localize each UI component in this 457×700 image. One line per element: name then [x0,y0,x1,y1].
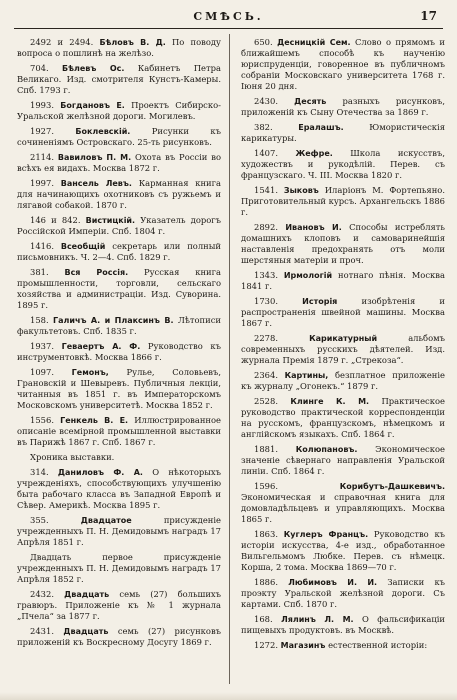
catalog-entry [241,333,445,366]
catalog-entry [17,341,221,363]
entry-text: Лѣтописи факультетовъ. Спб. 1835 г. [17,315,221,336]
catalog-entry [17,126,221,148]
catalog-entry [241,640,445,651]
entry-text: Слово о прямомъ и ближайшемъ способѣ къ наученію юриспруденціи, говоренное въ публичномъ собраніи Московскаго университета 1768 г. Іюня 20 дня. [241,37,445,91]
entry-text: присужденіе учрежденныхъ П. Н. Демидовымъ наградъ 17 Апрѣля 1851 г. [17,515,221,547]
entry-name: Всеобщій [60,242,106,251]
entry-num: 1730. [254,296,278,306]
entry-name: Двадцать [63,627,109,636]
entry-name: Магазинъ [280,641,326,650]
entry-num: 1993. [30,100,54,110]
entry-num: 1997. [30,178,54,188]
catalog-entry [17,452,221,463]
catalog-entry [17,63,221,96]
entry-name: Ивановъ И. [285,223,342,232]
entry-name: Ералашъ. [298,123,344,132]
entry-name: Десять [294,97,327,106]
entry-num: 1863. [254,529,278,539]
entry-text: По поводу вопроса о пошлинѣ на желѣзо. [17,37,221,58]
entry-num: 1541. [254,185,278,195]
entry-text: семь (27) рисунковъ приложеній къ Воскресному Досугу 1869 г. [17,626,221,647]
entry-name: Галичъ А. и Плаксинъ В. [52,316,174,325]
entry-name: Даниловъ Ф. А. [57,468,143,477]
entry-name: Картины, [284,371,329,380]
entry-name: Любимовъ И. И. [288,578,378,587]
page-number: 17 [420,9,437,23]
entry-num: 381. [30,267,49,277]
entry-name: Вся Россія. [64,268,129,277]
catalog-entry [241,529,445,573]
entry-text: Руководство къ инструментовкѣ. Москва 1866 г. [17,341,221,362]
entry-text: Рисунки къ сочиненіямъ Островскаго. 25-ть рисунковъ. [17,126,221,147]
entry-text: Хроника выставки. [30,452,115,462]
catalog-entry [17,152,221,174]
entry-text: Практическое руководство практической корреспонденціи на русскомъ, французскомъ, нѣмецкомъ и англійскомъ языкахъ. Спб. 1864 г. [241,396,445,439]
page-title: СМѢСЬ. [193,10,264,23]
entry-num: 1272. [254,640,278,650]
right-column [241,37,445,655]
catalog-entry [17,467,221,511]
entry-name: Геваертъ А. Ф. [61,342,141,351]
catalog-entry [241,148,445,181]
entry-name: Вистицкій. [85,216,136,225]
entry-name: Гемонъ, [71,368,109,377]
entry-text: О нѣкоторыхъ учрежденіяхъ, способствующихъ улучшенію быта рабочаго класса въ Западной Европѣ и Сѣвер. Америкѣ. Москва 1895 г. [17,467,221,510]
entry-num: 1407. [254,148,278,158]
entry-name: Ирмологій [283,271,333,280]
page-bottom-edge [0,692,457,700]
entry-num: 2278. [254,333,278,343]
column-divider [229,34,230,684]
catalog-entry [241,577,445,610]
catalog-entry [17,589,221,622]
entry-num: 1886. [254,577,278,587]
entry-text: Двадцать первое присужденіе учрежденныхъ П. Н. Демидовымъ наградъ 17 Апрѣля 1852 г. [17,552,221,584]
entry-num: 1556. [30,415,54,425]
catalog-entry [17,552,221,585]
catalog-entry [17,626,221,648]
catalog-entry [241,96,445,118]
catalog-entry [241,370,445,392]
entry-num: 1937. [30,341,54,351]
catalog-entry [17,100,221,122]
catalog-entry [241,296,445,329]
catalog-entry [241,270,445,292]
entry-text: нотнаго пѣнія. Москва 1841 г. [241,270,445,291]
entry-text: Рулье, Соловьевъ, Грановскій и Шевыревъ. Публичныя лекціи, читанныя въ 1851 г. въ Императорскомъ Московскомъ университетѣ. Москва 1852 г. [17,367,221,410]
entry-name: Двадцать [64,590,110,599]
catalog-entry [17,515,221,548]
entry-num: 355. [30,515,49,525]
entry-text: Карманная книга для начинающихъ охотниковъ съ ружьемъ и лягавой собакой. 1870 г. [17,178,222,210]
entry-text: О фальсификаціи пищевыхъ продуктовъ. въ Москвѣ. [241,614,445,635]
catalog-entry [241,396,445,440]
catalog-entry [17,315,221,337]
entry-text: Проектъ Сибирско-Уральской желѣзной дороги. Могилевъ. [17,100,221,121]
entry-num: 2431. [30,626,54,636]
entry-num: 1416. [30,241,54,251]
catalog-entry [17,178,221,211]
entry-name: Вавиловъ П. М. [57,153,132,162]
entry-num: 2432. [30,589,54,599]
catalog-entry [241,614,445,636]
entry-name: Жефре. [295,149,333,158]
entry-text: семь (27) большихъ гравюръ. Приложеніе къ № 1 журнала „Пчела“ за 1877 г. [17,589,221,621]
entry-name: Бѣлевъ Ос. [62,64,125,73]
entry-name: Зыковъ [283,186,319,195]
entry-name: Двадцатое [80,516,132,525]
entry-text: Юмористическія карикатуры. [241,122,445,143]
entry-name: Десницкій Сем. [277,38,351,47]
catalog-entry [17,367,221,411]
catalog-entry [241,222,445,266]
catalog-entry [17,215,221,237]
entry-name: Карикатурный [309,334,378,343]
entry-num: 1927. [30,126,54,136]
catalog-entry [241,481,445,525]
entry-text: Записки къ проэкту Уральской желѣзной дороги. Съ картами. Спб. 1870 г. [241,577,446,609]
entry-num: 382. [254,122,273,132]
entry-text: Русская книга промышленности, торговли, сельскаго хозяйства и администраціи. Изд. Суворина. 1895 г. [17,267,221,310]
catalog-entry [17,267,221,311]
entry-name: Бѣловъ В. Д. [99,38,166,47]
entry-num: 1343. [254,270,278,280]
entry-name: Куглеръ Францъ. [283,530,369,539]
entry-num: 2492 и 2494. [30,37,94,47]
entry-text: Экономическое значеніе сѣвернаго направленія Уральской линіи. Спб. 1864 г. [241,444,445,476]
entry-text: Иларіонъ М. Фортепьяно. Приготовительный курсъ. Архангельскъ 1886 г. [241,185,446,217]
entry-name: Лялинъ Л. М. [281,615,354,624]
entry-name: Исторія [302,297,338,306]
catalog-entry [17,37,221,59]
entry-text: изобрѣтенія и распространенія швейной машины. Москва 1867 г. [241,296,445,328]
entry-num: 2892. [254,222,278,232]
catalog-entry [241,185,445,218]
entry-num: 704. [30,63,49,73]
entry-text: Охота въ Россіи во всѣхъ ея видахъ. Москва 1872 г. [17,152,221,173]
catalog-entry [17,241,221,263]
entry-num: 146 и 842. [30,215,81,225]
entry-text: Экономическая и справочная книга для домовладѣльцевъ и управляющихъ. Москва 1865 г. [241,492,445,524]
catalog-entry [241,122,445,144]
entry-num: 168. [254,614,273,624]
catalog-entry [241,444,445,477]
entry-num: 158. [30,315,49,325]
catalog-entry [241,37,445,92]
entry-name: Боклевскій. [75,127,131,136]
entry-num: 314. [30,467,49,477]
entry-text: разныхъ рисунковъ, приложеній къ Сыну Отечества за 1869 г. [241,96,446,117]
entry-name: Корибутъ-Дашкевичъ. [339,482,445,491]
page-header [0,9,457,27]
entry-text: Кабинетъ Петра Великаго. Изд. смотрителя Кунстъ-Камеры. Спб. 1793 г. [17,63,221,95]
entry-num: 1596. [254,481,278,491]
entry-text: Способы истреблять домашнихъ клоповъ и самоваринейшія наставленія предохранять отъ моли шерстяныя матеріи и проч. [241,222,445,265]
entry-name: Колюпановъ. [295,445,358,454]
entry-text: естественной исторіи: [328,640,428,650]
entry-text: Иллюстрированное описаніе всемірной промышленной выставки въ Парижѣ 1867 г. Спб. 1867 г. [17,415,221,447]
entry-text: Школа искусствъ, художествъ и рукодѣлій. Перев. съ французскаго. Ч. III. Москва 1820 г. [241,148,445,180]
entry-num: 2364. [254,370,278,380]
entry-text: Руководство къ исторіи искусства, 4-е изд., обработанное Вильгельмомъ Любке. Перев. съ нѣмецк. Корша, 2 тома. Москва 1869—70 г. [241,529,446,572]
entry-num: 1097. [30,367,54,377]
entry-text: секретарь или полный письмовникъ. Ч. 2—4. Спб. 1829 г. [17,241,221,262]
entry-num: 2114. [30,152,54,162]
entry-text: безплатное приложеніе къ журналу „Огонекъ.“ 1879 г. [241,370,446,391]
left-column [17,37,221,652]
entry-num: 2430. [254,96,278,106]
entry-name: Генкель В. Е. [60,416,129,425]
entry-name: Клинге К. М. [290,397,370,406]
entry-text: альбомъ современныхъ русскихъ дѣятелей. Изд. журнала Премія 1879 г. „Стрекоза“. [241,333,445,365]
catalog-entry [17,415,221,448]
header-rule [14,28,443,29]
entry-name: Вансель Левъ. [60,179,132,188]
entry-num: 650. [254,37,273,47]
entry-num: 2528. [254,396,278,406]
entry-text: Указатель дорогъ Россійской Имперіи. Спб. 1804 г. [17,215,221,236]
entry-name: Богдановъ Е. [60,101,125,110]
entry-num: 1881. [254,444,278,454]
